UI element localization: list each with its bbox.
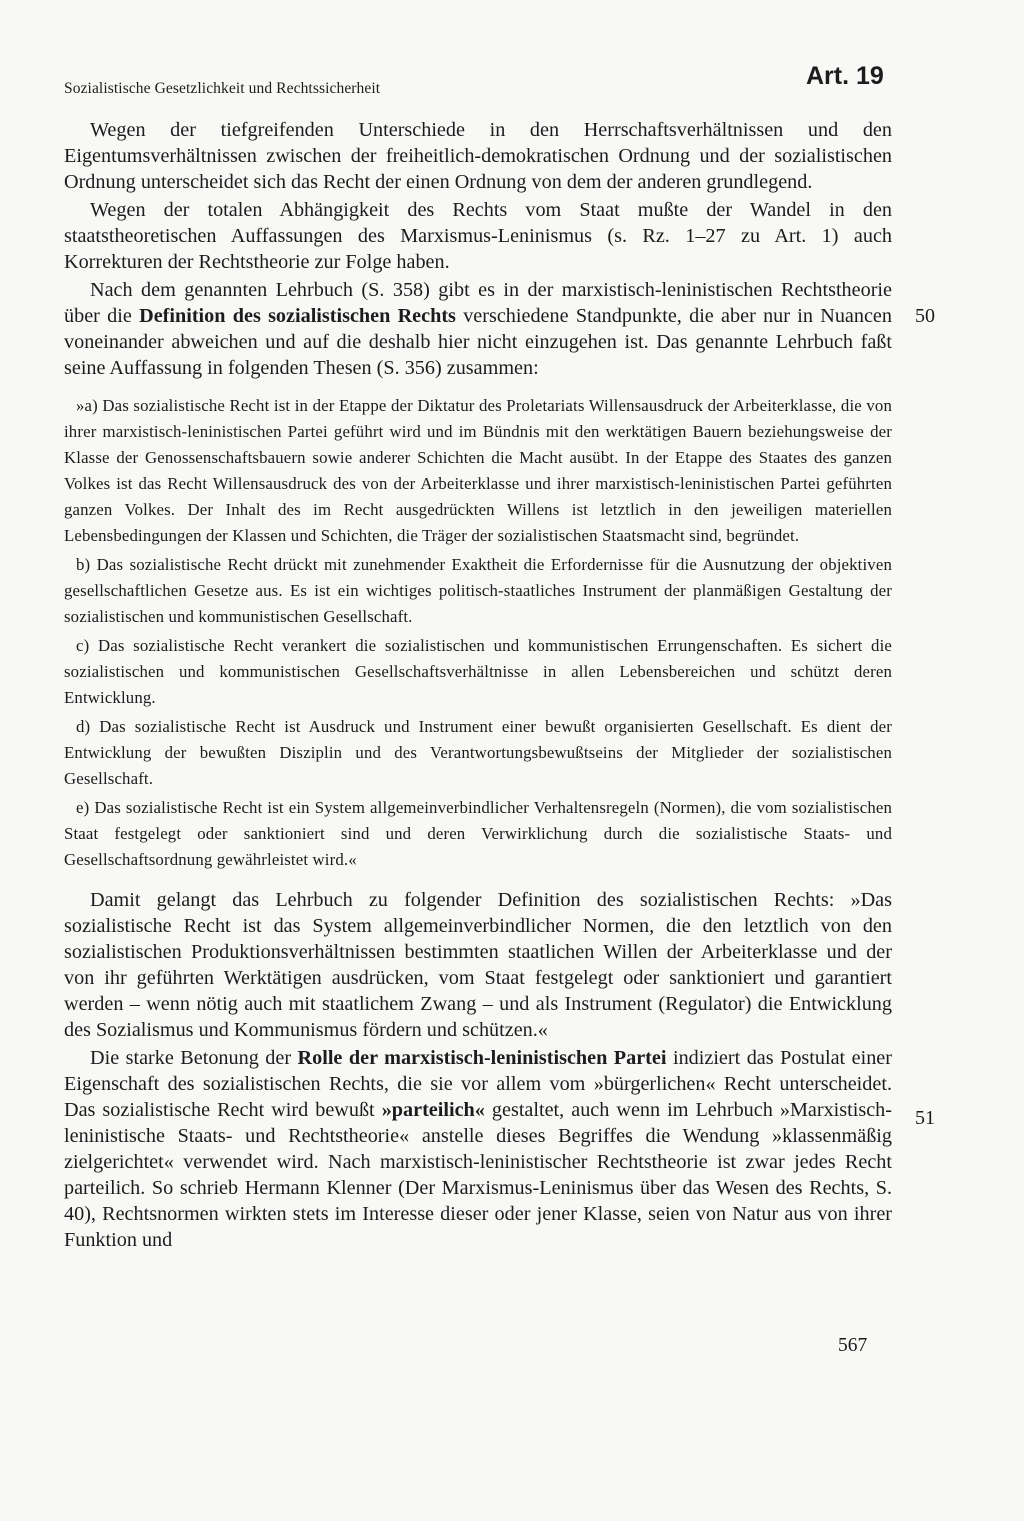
thesis-a: »a) Das sozialistische Recht ist in der Etappe der Diktatur des Proletariats Willensausdruck der Arbeiterklasse, die von ihrer marxistisch-leninistischen Partei geführt wird und im Bündnis mit den werktätigen Bauern beziehungsweise der Klasse der Genossenschaftsbauern sowie anderer Schichten die Macht ausübt. In der Etappe des Staates des ganzen Volkes ist das Recht Willensausdruck des von der Arbeiterklasse und ihrer marxistisch-leninistischen Partei geführten ganzen Volkes. Der Inhalt des im Recht ausgedrückten Willens ist letztlich in den jeweiligen materiellen Lebensbedingungen der Klassen und Schichten, die Träger der sozialistischen Staatsmacht sind, begründet. [64, 396, 892, 545]
paragraph-4: Damit gelangt das Lehrbuch zu folgender Definition des sozialistischen Rechts: »Das sozialistische Recht ist das System allgemeinverbindlicher Normen, die den letztlich von den sozialistischen Produktionsverhältnissen bestimmten staatlichen Willen der Arbeiterklasse und der von ihr geführten Werktätigen ausdrücken, vom Staat festgelegt oder sanktioniert und garantiert werden – wenn nötig auch mit staatlichem Zwang – und als Instrument (Regulator) die Entwicklung des Sozialismus und Kommunismus fördern und schützen.« [64, 889, 892, 1041]
paragraph-2: Wegen der totalen Abhängigkeit des Rechts vom Staat mußte der Wandel in den staatstheoretischen Auffassungen des Marxismus-Leninismus (s. Rz. 1–27 zu Art. 1) auch Korrekturen der Rechtstheorie zur Folge haben. [64, 199, 892, 273]
paragraph-3-text-a: Nach dem genannten Lehrbuch (S. 358) gibt es in der marxistisch-leninistischen Rechtstheorie über die [64, 279, 892, 327]
thesis-d: d) Das sozialistische Recht ist Ausdruck und Instrument einer bewußt organisierten Gesellschaft. Es dient der Entwicklung der bewußten Disziplin und des Verantwortungsbewußtseins der Mitglieder der sozialistischen Gesellschaft. [64, 717, 892, 788]
page-number: 567 [838, 1335, 868, 1356]
term-definition-sozialistisches-recht: Definition des sozialistischen Rechts [139, 305, 456, 327]
thesis-b: b) Das sozialistische Recht drückt mit zunehmender Exaktheit die Erfordernisse für die Ausnutzung der objektiven gesellschaftlichen Gesetze aus. Es ist ein wichtiges politisch-staatliches Instrument der planmäßigen Gestaltung der sozialistischen und kommunistischen Gesellschaft. [64, 555, 892, 626]
page-body [64, 117, 892, 1253]
thesis-c: c) Das sozialistische Recht verankert die sozialistischen und kommunistischen Errungenschaften. Es sichert die sozialistischen und kommunistischen Gesellschaftsverhältnisse in allen Lebensbereichen und schützt deren Entwicklung. [64, 636, 892, 707]
thesis-quote [64, 393, 892, 873]
margin-number-51: 51 [915, 1107, 935, 1129]
thesis-e: e) Das sozialistische Recht ist ein System allgemeinverbindlicher Verhaltensregeln (Normen), die vom sozialistischen Staat festgelegt oder sanktioniert sind und deren Verwirklichung durch die sozialistische Staats- und Gesellschaftsordnung gewährleistet wird.« [64, 798, 892, 869]
paragraph-5-text-e: gestaltet, auch wenn im Lehrbuch »Marxistisch-leninistische Staats- und Rechtstheorie« anstelle dieses Begriffes die Wendung »klassenmäßig zielgerichtet« verwendet wird. Nach marxistisch-leninistischer Rechtstheorie ist zwar jedes Recht parteilich. So schrieb Hermann Klenner (Der Marxismus-Leninismus über das Wesen des Rechts, S. 40), Rechtsnormen wirkten stets im Interesse dieser oder jener Klasse, seien von Natur aus von ihrer Funktion und [64, 1099, 892, 1251]
paragraph-5-text-a: Die starke Betonung der [90, 1047, 298, 1069]
paragraph-3 [64, 277, 892, 381]
term-parteilich: »parteilich« [381, 1099, 485, 1121]
margin-number-50: 50 [915, 305, 935, 327]
term-rolle-der-partei: Rolle der marxistisch-leninistischen Partei [297, 1047, 667, 1069]
paragraph-3-text-c: verschiedene Standpunkte, die aber nur in Nuancen voneinander abweichen und auf die deshalb hier nicht einzugehen ist. Das genannte Lehrbuch faßt seine Auffassung in folgenden Thesen (S. 356) zusammen: [64, 305, 892, 379]
paragraph-5 [64, 1045, 892, 1253]
running-title: Sozialistische Gesetzlichkeit und Rechtssicherheit [64, 80, 381, 97]
article-label: Art. 19 [806, 62, 884, 90]
paragraph-5-text-c: indiziert das Postulat einer Eigenschaft des sozialistischen Rechts, die sie vor allem vom »bürgerlichen« Recht unterscheidet. Das sozialistische Recht wird bewußt [64, 1047, 892, 1121]
paragraph-1: Wegen der tiefgreifenden Unterschiede in den Herrschaftsverhältnissen und den Eigentumsverhältnissen zwischen der freiheitlich-demokratischen Ordnung und der sozialistischen Ordnung unterscheidet sich das Recht der einen Ordnung von dem der anderen grundlegend. [64, 119, 892, 193]
